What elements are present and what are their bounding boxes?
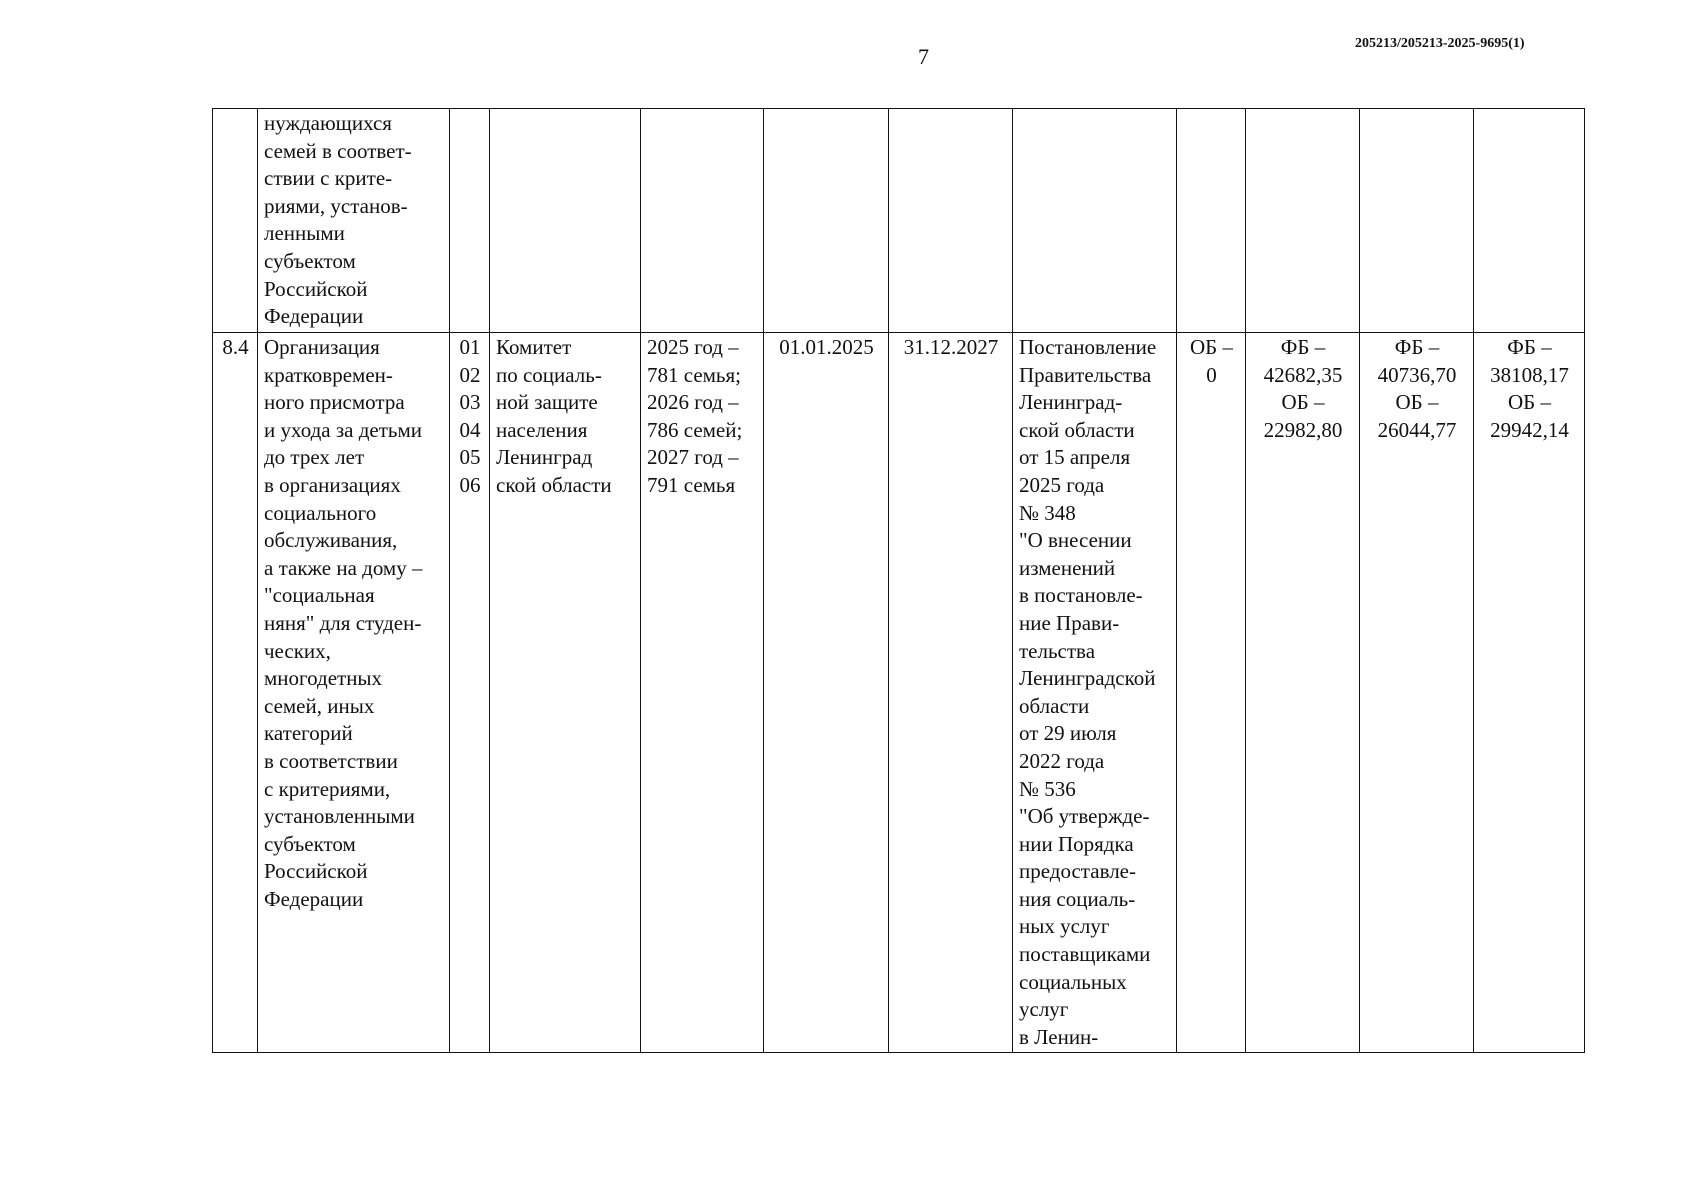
cell-number [213, 109, 258, 333]
cell-legal-basis [1013, 109, 1177, 333]
cell-funding-2026 [1360, 109, 1474, 333]
table-row-8-4 [213, 333, 1585, 1053]
cell-number: 8.4 [213, 333, 258, 1053]
cell-executor [490, 109, 641, 333]
cell-funding-total: ОБ – 0 [1177, 333, 1246, 1053]
measures-table [212, 108, 1585, 1053]
cell-funding-2027 [1474, 109, 1585, 333]
cell-funding-total [1177, 109, 1246, 333]
cell-start-date [764, 109, 889, 333]
cell-funding-2027: ФБ – 38108,17 ОБ – 29942,14 [1474, 333, 1585, 1053]
document-id: 205213/205213-2025-9695(1) [1355, 36, 1525, 51]
cell-codes [450, 109, 490, 333]
cell-end-date [889, 109, 1013, 333]
cell-funding-2025: ФБ – 42682,35 ОБ – 22982,80 [1246, 333, 1360, 1053]
cell-funding-2025 [1246, 109, 1360, 333]
cell-end-date: 31.12.2027 [889, 333, 1013, 1053]
page-number: 7 [918, 44, 929, 69]
cell-start-date: 01.01.2025 [764, 333, 889, 1053]
cell-indicators: 2025 год – 781 семья; 2026 год – 786 семей; 2027 год – 791 семья [641, 333, 764, 1053]
cell-codes: 01 02 03 04 05 06 [450, 333, 490, 1053]
table-row-continuation [213, 109, 1585, 333]
cell-funding-2026: ФБ – 40736,70 ОБ – 26044,77 [1360, 333, 1474, 1053]
cell-executor: Комитет по социаль- ной защите населения Ленинград ской области [490, 333, 641, 1053]
cell-indicators [641, 109, 764, 333]
cell-measure-name: Организация кратковремен- ного присмотра и ухода за детьми до трех лет в организациях социального обслуживания, а также на дому – "социальная няня" для студен- ческих, многодетных семей, иных категорий в соответствии с критериями, установленными субъектом Российской Федерации [258, 333, 450, 1053]
cell-measure-name: нуждающихся семей в соответ- ствии с крите- риями, установ- ленными субъектом Российской Федерации [258, 109, 450, 333]
cell-legal-basis: Постановление Правительства Ленинград- ской области от 15 апреля 2025 года № 348 "О внесении изменений в постановле- ние Прави- тельства Ленинградской области от 29 июля 2022 года № 536 "Об утвержде- нии Порядка предоставле- ния социаль- ных услуг поставщиками социальных услуг в Ленин- [1013, 333, 1177, 1053]
